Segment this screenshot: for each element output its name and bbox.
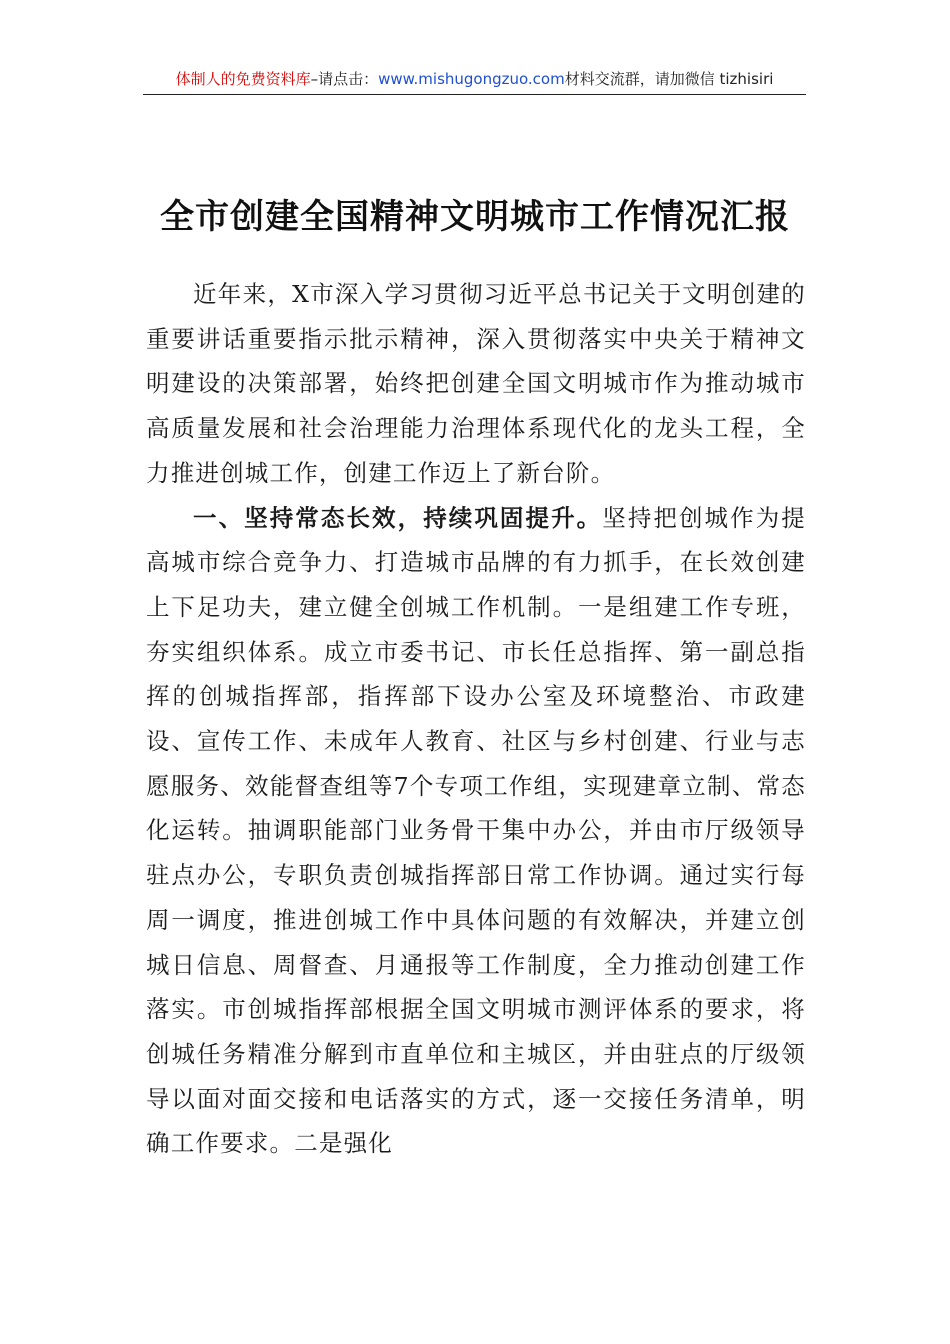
section-1-text: 坚持把创城作为提高城市综合竞争力、打造城市品牌的有力抓手，在长效创建上下足功夫，建立健全创城工作机制。一是组建工作专班，夯实组织体系。成立市委书记、市长任总指挥、第一副总指挥的创城指挥部，指挥部下设办公室及环境整治、市政建设、宣传工作、未成年人教育、社区与乡村创建、行业与志愿服务、效能督查组等7个专项工作组，实现建章立制、常态化运转。抽调职能部门业务骨干集中办公，并由市厅级领导驻点办公，专职负责创城指挥部日常工作协调。通过实行每周一调度，推进创城工作中具体问题的有效解决，并建立创城日信息、周督查、月通报等工作制度，全力推动创建工作落实。市创城指挥部根据全国文明城市测评体系的要求，将创城任务精准分解到市直单位和主城区，并由驻点的厅级领导以面对面交接和电话落实的方式，逐一交接任务清单，明确工作要求。二是强化 <box>146 503 806 1158</box>
section-1-heading: 一、坚持常态长效，持续巩固提升。 <box>193 503 603 532</box>
paragraph-intro <box>146 272 806 496</box>
header-note: 材料交流群，请加微信 tizhisiri <box>564 70 774 88</box>
page-header <box>143 66 806 95</box>
header-url-link[interactable]: www.mishugongzuo.com <box>378 70 565 88</box>
header-brand: 体制人的免费资料库 <box>175 70 311 88</box>
paragraph-intro-text: 近年来，X市深入学习贯彻习近平总书记关于文明创建的重要讲话重要指示批示精神，深入贯彻落实中央关于精神文明建设的决策部署，始终把创建全国文明城市作为推动城市高质量发展和社会治理能力治理体系现代化的龙头工程，全力推进创城工作，创建工作迈上了新台阶。 <box>146 280 806 487</box>
document-title: 全市创建全国精神文明城市工作情况汇报 <box>160 196 790 237</box>
paragraph-section-1 <box>146 496 806 1167</box>
document-body <box>146 272 806 1166</box>
header-prompt: –请点击： <box>310 70 379 88</box>
